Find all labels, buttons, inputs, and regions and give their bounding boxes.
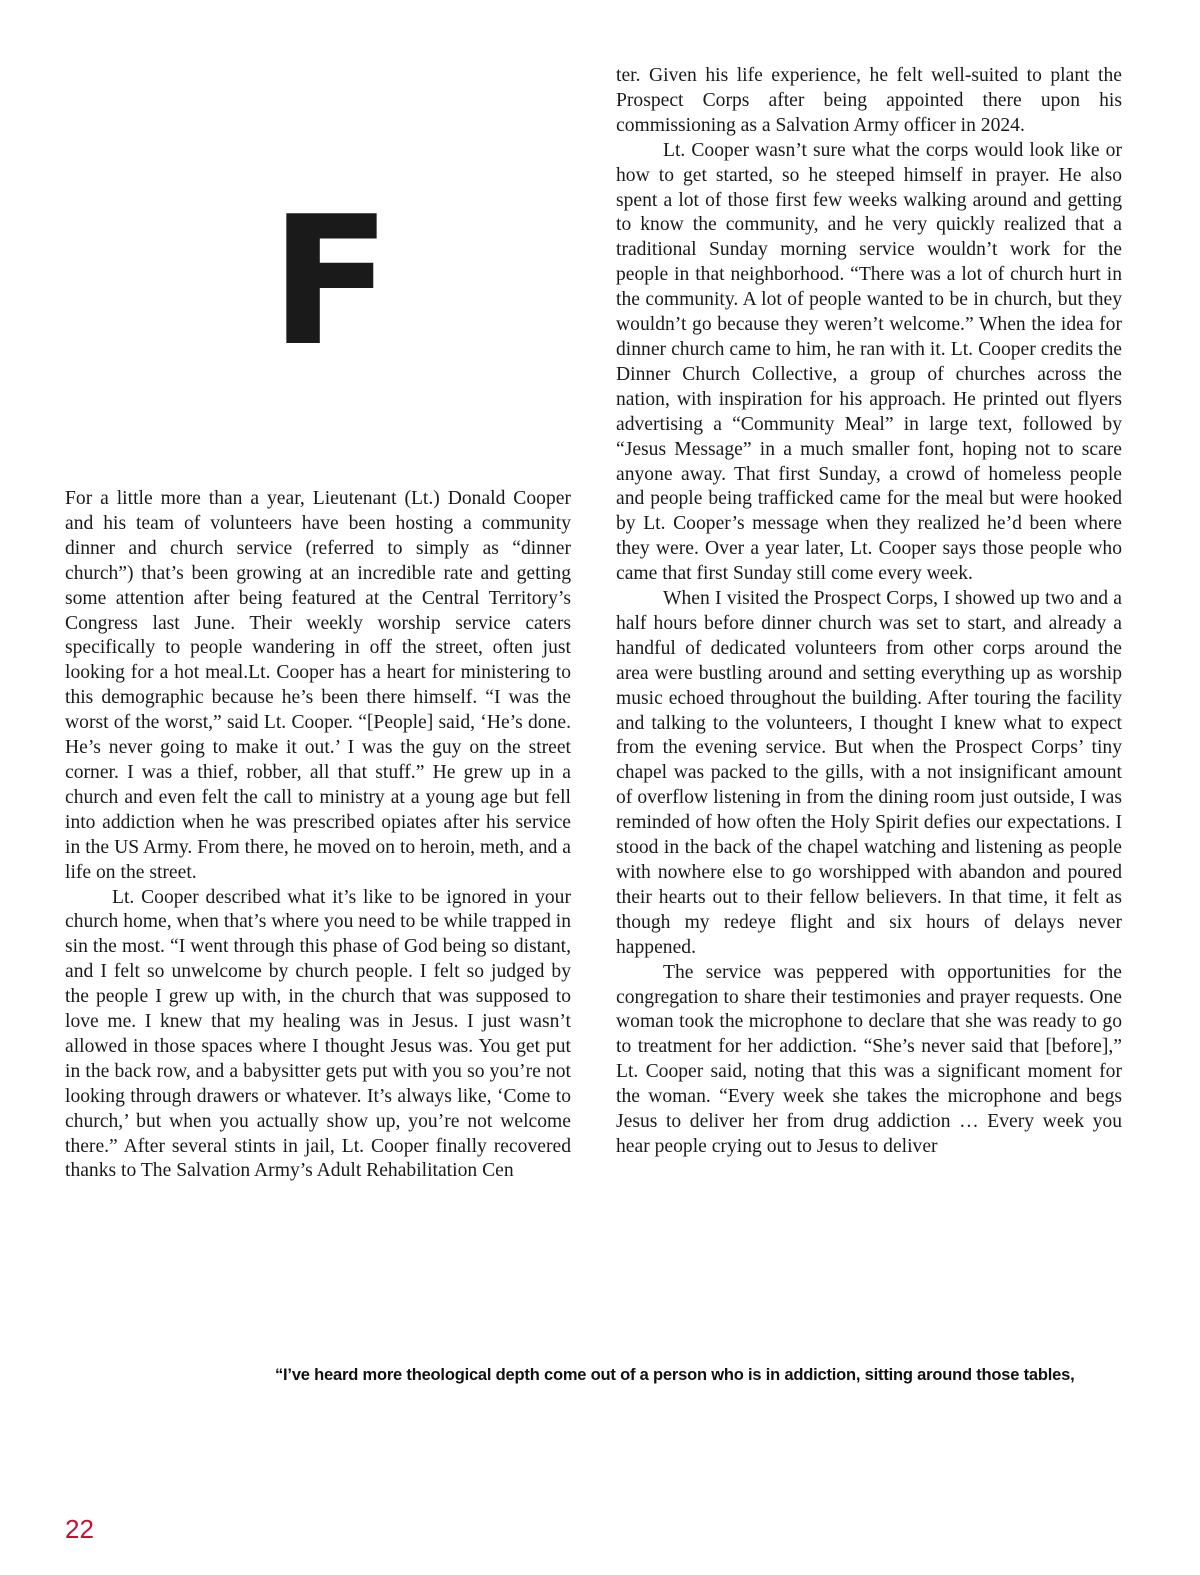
article-paragraph: Lt. Cooper described what it’s like to be ignored in your church home, when that’s where you need to be while trapped in sin the most. “I went through this phase of God being so distant, and I felt so unwelcome by church people. I felt so judged by the people I grew up with, in the church that was supposed to love me. I knew that my healing was in Jesus. I just wasn’t allowed in those spaces where I thought Jesus was. You get put in the back row, and a babysitter gets put with you so you’re not looking through drawers or whatever. It’s always like, ‘Come to church,’ but when you actually show up, you’re not welcome there.” After several stints in jail, Lt. Cooper finally recovered thanks to The Salvation Army’s Adult Rehabilitation Cen xyxy=(65,886,572,1182)
article-column-left xyxy=(65,487,571,1184)
article-paragraph: The service was peppered with opportunities for the congregation to share their testimonies and prayer requests. One woman took the microphone to declare that she was ready to go to treatment for her addiction. “She’s never said that [before],” Lt. Cooper said, noting that this was a significant moment for the woman. “Every week she takes the microphone and begs Jesus to deliver her from drug addiction … Every week you hear people crying out to Jesus to deliver xyxy=(616,961,1122,1157)
drop-cap-letter: F xyxy=(270,178,392,385)
page-number: 22 xyxy=(65,1514,94,1544)
article-paragraph: ter. Given his life experience, he felt well-suited to plant the Prospect Corps after being appointed there upon his commissioning as a Salvation Army officer in 2024. xyxy=(616,65,1122,136)
article-paragraph: When I visited the Prospect Corps, I showed up two and a half hours before dinner church was set to start, and already a handful of dedicated volunteers from other corps around the area were bustling around and setting everything up as worship music echoed throughout the building. After touring the facility and talking to the volunteers, I thought I knew what to expect from the evening service. But when the Prospect Corps’ tiny chapel was packed to the gills, with a not insignificant amount of overflow listening in from the dining room just outside, I was reminded of how often the Holy Spirit defies our expectations. I stood in the back of the chapel watching and listening as people with nowhere else to go worshipped with abandon and poured their hearts out to their fellow believers. In that time, it felt as though my redeye flight and six hours of delays never happened. xyxy=(616,588,1122,958)
pull-quote: “I’ve heard more theological depth come out of a person who is in addiction, sitting around those tables, xyxy=(275,1366,1075,1384)
article-column-right xyxy=(616,64,1122,1160)
article-paragraph: For a little more than a year, Lieutenant (Lt.) Donald Cooper and his team of volunteers have been hosting a community dinner and church service (referred to simply as “dinner church”) that’s been growing at an incredible rate and getting some attention after being featured at the Central Territory’s Congress last June. Their weekly worship service caters specifically to people wandering in off the street, often just looking for a hot meal.Lt. Cooper has a heart for ministering to this demographic because he’s been there himself. “I was the worst of the worst,” said Lt. Cooper. “[People] said, ‘He’s done. He’s never going to make it out.’ I was the guy on the street corner. I was a thief, robber, all that stuff.” He grew up in a church and even felt the call to ministry at a young age but fell into addiction when he was prescribed opiates after his service in the US Army. From there, he moved on to heroin, meth, and a life on the street. xyxy=(65,488,571,883)
article-paragraph: Lt. Cooper wasn’t sure what the corps would look like or how to get started, so he steeped himself in prayer. He also spent a lot of those first few weeks walking around and getting to know the community, and he very quickly realized that a traditional Sunday morning service wouldn’t work for the people in that neighborhood. “There was a lot of church hurt in the community. A lot of people wanted to be in church, but they wouldn’t go because they weren’t welcome.” When the idea for dinner church came to him, he ran with it. Lt. Cooper credits the Dinner Church Collective, a group of churches across the nation, with inspiration for his approach. He printed out flyers advertising a “Community Meal” in large text, followed by “Jesus Message” in a much smaller font, hoping not to scare anyone away. That first Sunday, a crowd of homeless people and people being trafficked came for the meal but were hooked by Lt. Cooper’s message when they realized he’d been where they were. Over a year later, Lt. Cooper says those people who came that first Sunday still come every week. xyxy=(616,139,1122,585)
